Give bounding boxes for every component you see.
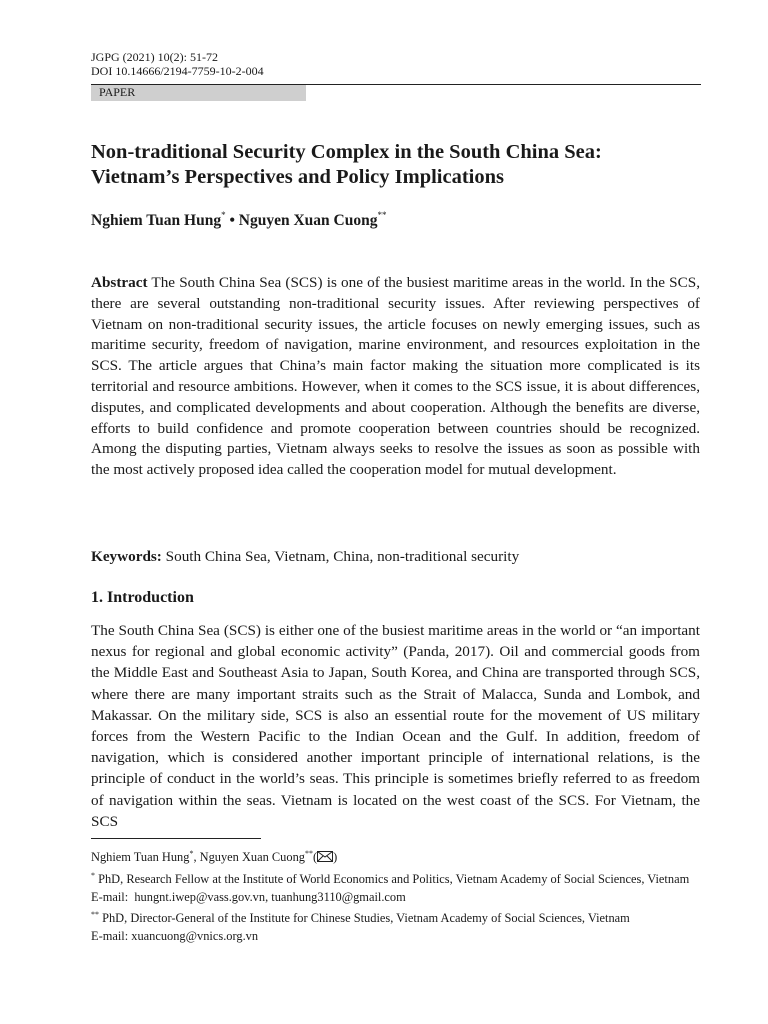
keywords-text: South China Sea, Vietnam, China, non-traditional security	[165, 548, 520, 565]
footnote-2-mark: **	[91, 910, 99, 919]
title-line-1: Non-traditional Security Complex in the South China Sea:	[91, 141, 602, 163]
footnotes	[91, 845, 706, 945]
footnote-author-1: Nghiem Tuan Hung	[91, 850, 190, 864]
keywords	[91, 546, 700, 567]
footnote-rule	[91, 838, 261, 839]
footnote-author-1-mark: *	[189, 849, 194, 858]
title-line-2: Vietnam’s Perspectives and Policy Implications	[91, 166, 504, 188]
footnote-2	[91, 906, 706, 927]
abstract-label: Abstract	[91, 274, 148, 291]
footnote-author-2: , Nguyen Xuan Cuong	[193, 850, 305, 864]
journal-citation: JGPG (2021) 10(2): 51-72	[91, 50, 218, 64]
footnote-1	[91, 867, 706, 888]
author-2-mark: **	[377, 210, 387, 220]
abstract-text: The South China Sea (SCS) is one of the busiest maritime areas in the world. In the SCS, there are several outstanding non-traditional security issues. After reviewing perspectives of Vietnam on non-traditional security issues, the article focuses on newly emerging issues, such as maritime security, freedom of navigation, marine environment, and resources exploitation in the SCS. The article argues that China’s main factor making the situation more complicated is its territorial and resource ambitions. However, when it comes to the SCS issue, it is about differences, disputes, and complicated developments and about cooperation. Although the benefits are diverse, efforts to build confidence and promote cooperation between countries should be recognized. Among the disputing parties, Vietnam always seeks to resolve the issues as soon as possible with the most actively proposed idea called the cooperation model for mutual development.	[91, 274, 700, 479]
abstract	[91, 273, 700, 481]
footnote-2-email[interactable]: E-mail: xuancuong@vnics.org.vn	[91, 929, 259, 943]
author-2: Nguyen Xuan Cuong	[238, 212, 378, 229]
footnote-paren-open: (	[312, 850, 318, 864]
introduction-paragraph: The South China Sea (SCS) is either one of the busiest maritime areas in the world or “an important nexus for regional and global economic activity” (Panda, 2017). Oil and commercial goods from the Middle East and Southeast Asia to Japan, South Korea, and China are transported through SCS, where there are many important straits such as the Strait of Malacca, Sunda and Lombok, and Makassar. On the military side, SCS is also an essential route for the movement of US military forces from the Western Pacific to the Indian Ocean and the Gulf. In addition, freedom of navigation, which is considered another important principle of international relations, is the principle of conduct in the world’s seas. This principle is sometimes briefly referred to as freedom of navigation within the seas. Vietnam is located on the west coast of the SCS. For Vietnam, the SCS	[91, 622, 700, 830]
footnote-1-email[interactable]: E-mail: hungnt.iwep@vass.gov.vn, tuanhung3110@gmail.com	[91, 890, 406, 904]
keywords-label: Keywords:	[91, 548, 162, 565]
footnote-1-text: PhD, Research Fellow at the Institute of World Economics and Politics, Vietnam Academy of Social Sciences, Vietnam	[95, 872, 690, 886]
author-separator: •	[225, 212, 239, 229]
section-heading-introduction: 1. Introduction	[91, 589, 194, 606]
journal-header	[91, 50, 264, 78]
author-list	[91, 210, 386, 230]
footnote-author-2-mark: **	[304, 849, 313, 858]
envelope-icon	[317, 849, 333, 867]
doi: DOI 10.14666/2194-7759-10-2-004	[91, 64, 264, 78]
introduction-body	[91, 620, 700, 832]
author-1-mark: *	[221, 210, 226, 220]
footnote-authors	[91, 845, 706, 867]
paper-title	[91, 140, 711, 190]
footnote-1-mark: *	[91, 871, 95, 880]
author-1: Nghiem Tuan Hung	[91, 212, 222, 229]
footnote-paren-close: )	[333, 850, 338, 864]
paper-label: PAPER	[91, 85, 306, 101]
footnote-2-text: PhD, Director-General of the Institute for Chinese Studies, Vietnam Academy of Social Sciences, Vietnam	[99, 911, 630, 925]
